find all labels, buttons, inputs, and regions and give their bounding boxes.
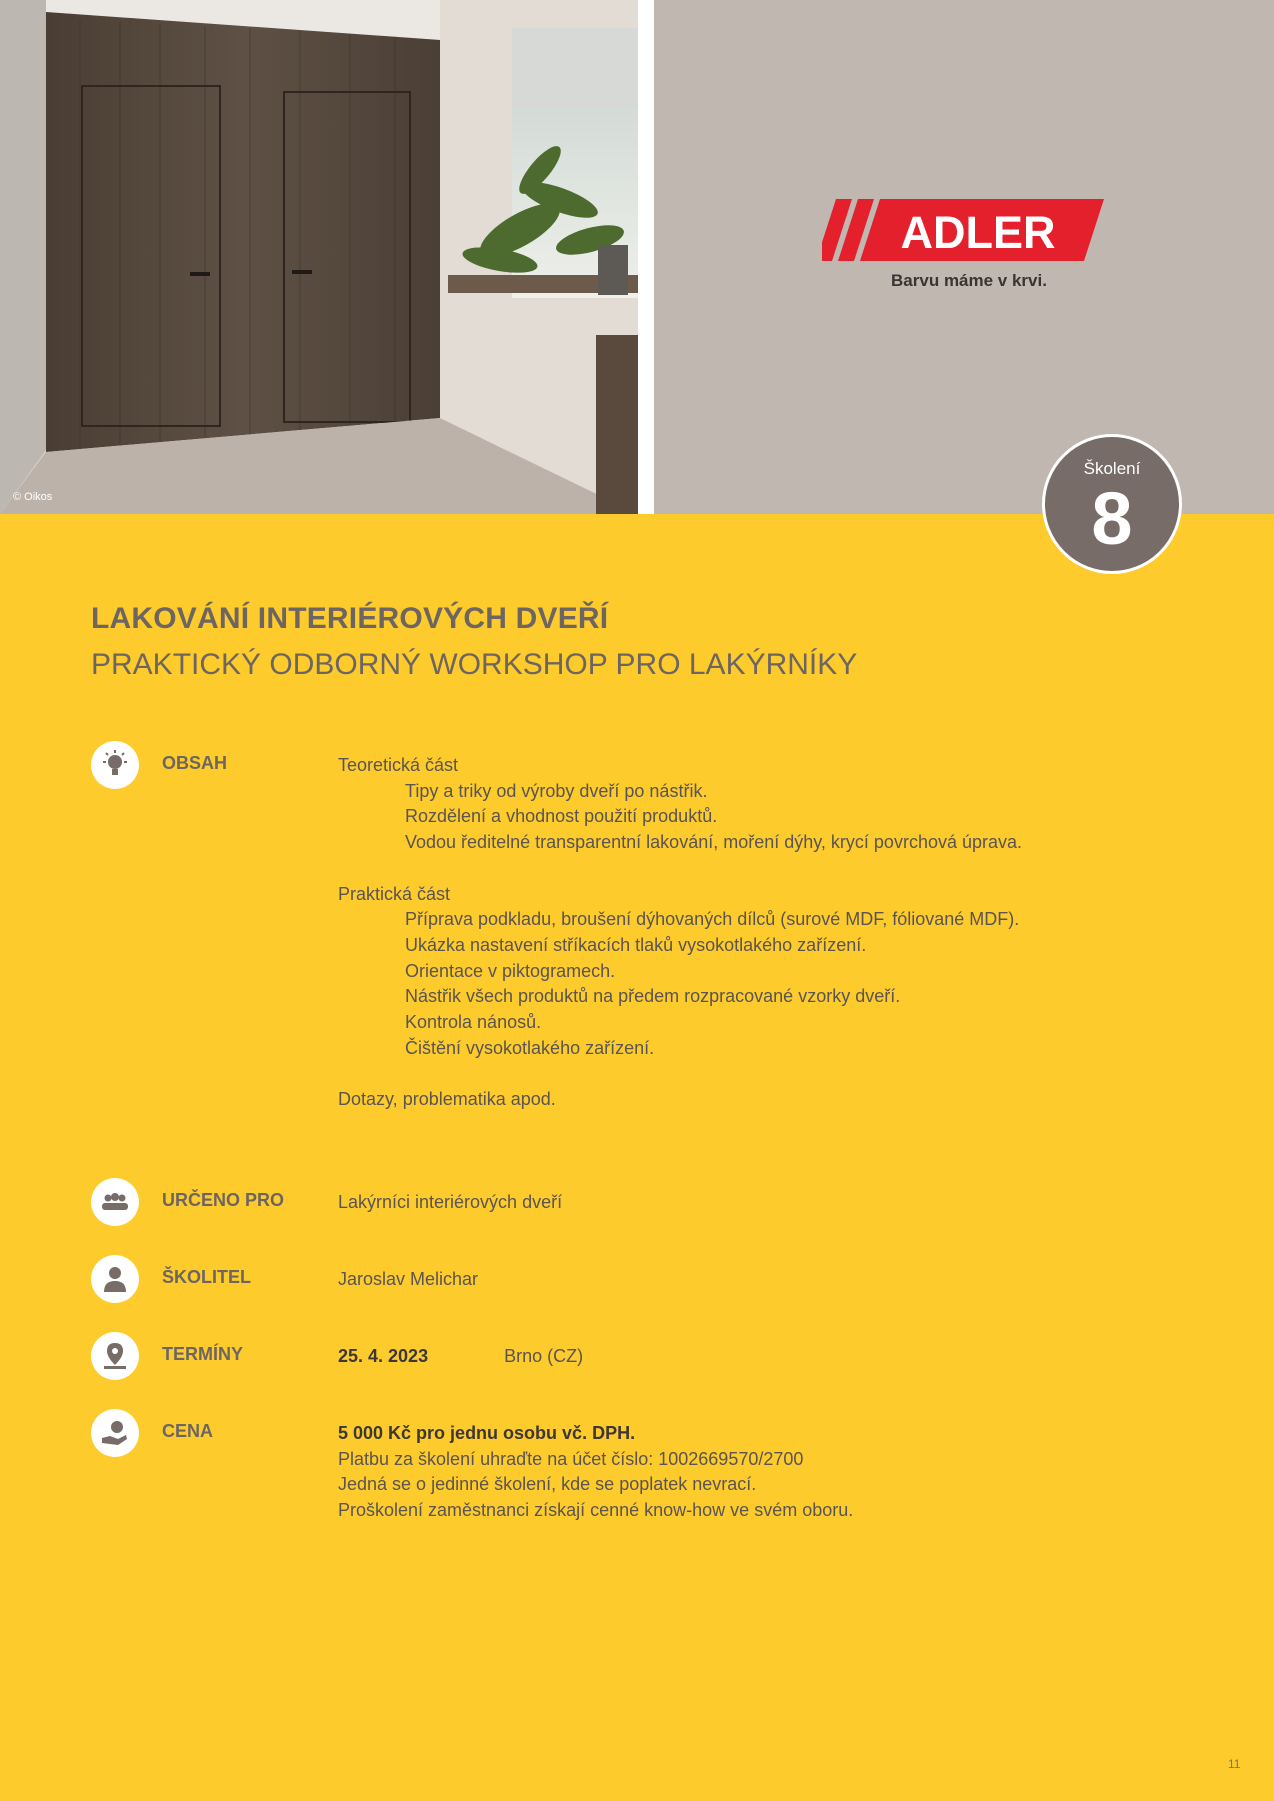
obsah-closing: Dotazy, problematika apod. [338, 1089, 556, 1110]
photo-credit: © Oikos [13, 491, 53, 503]
hero-divider [638, 0, 654, 514]
adler-logo [822, 197, 1106, 293]
label-terminy: TERMÍNY [162, 1344, 243, 1364]
person-icon [91, 1255, 139, 1303]
training-badge [1042, 434, 1182, 574]
urceno-pro-value: Lakýrníci interiérových dveří [338, 1192, 563, 1212]
training-date: 25. 4. 2023 [338, 1346, 429, 1366]
page-number: 11 [1228, 1757, 1241, 1771]
badge-number: 8 [1091, 477, 1133, 560]
label-skolitel: ŠKOLITEL [162, 1267, 251, 1287]
price-hand-icon [91, 1409, 139, 1457]
obsah-content [338, 753, 1022, 1113]
theory-heading: Teoretická část [338, 755, 459, 775]
logo-brand: ADLER [900, 207, 1056, 258]
practice-item: Čištění vysokotlakého zařízení. [405, 1037, 655, 1058]
terminy-value [338, 1344, 583, 1370]
training-location: Brno (CZ) [504, 1346, 584, 1366]
price: 5 000 Kč pro jednu osobu vč. DPH. [338, 1423, 636, 1443]
page-subtitle: PRAKTICKÝ ODBORNÝ WORKSHOP PRO LAKÝRNÍKY [91, 648, 858, 681]
label-urceno-pro: URČENO PRO [162, 1190, 285, 1210]
practice-item: Příprava podkladu, broušení dýhovaných dílců (surové MDF, fóliované MDF). [405, 909, 1020, 930]
practice-item: Ukázka nastavení stříkacích tlaků vysokotlakého zařízení. [405, 934, 867, 955]
logo-tagline: Barvu máme v krvi. [891, 271, 1047, 290]
page-title: LAKOVÁNÍ INTERIÉROVÝCH DVEŘÍ [91, 602, 609, 635]
theory-item: Vodou ředitelné transparentní lakování, moření dýhy, krycí povrchová úprava. [405, 832, 1023, 853]
cena-line: Jedná se o jedinné školení, kde se poplatek nevrací. [338, 1474, 757, 1495]
label-obsah: OBSAH [162, 753, 228, 773]
theory-item: Rozdělení a vhodnost použití produktů. [405, 806, 718, 827]
skolitel-value: Jaroslav Melichar [338, 1269, 479, 1289]
practice-item: Kontrola nánosů. [405, 1012, 542, 1033]
location-pin-icon [91, 1332, 139, 1380]
hero-photo [0, 0, 638, 514]
cena-line: Platbu za školení uhraďte na účet číslo: 1002669570/2700 [338, 1448, 804, 1469]
lightbulb-icon [91, 741, 139, 789]
cena-line: Proškolení zaměstnanci získají cenné know-how ve svém oboru. [338, 1500, 854, 1521]
label-cena: CENA [162, 1421, 214, 1441]
practice-item: Nástřik všech produktů na předem rozpracované vzorky dveří. [405, 986, 901, 1007]
theory-item: Tipy a triky od výroby dveří po nástřik. [405, 780, 708, 801]
group-icon [91, 1178, 139, 1226]
practice-item: Orientace v piktogramech. [405, 960, 616, 981]
cena-content [338, 1421, 853, 1524]
practice-heading: Praktická část [338, 883, 451, 904]
badge-label: Školení [1083, 459, 1141, 478]
